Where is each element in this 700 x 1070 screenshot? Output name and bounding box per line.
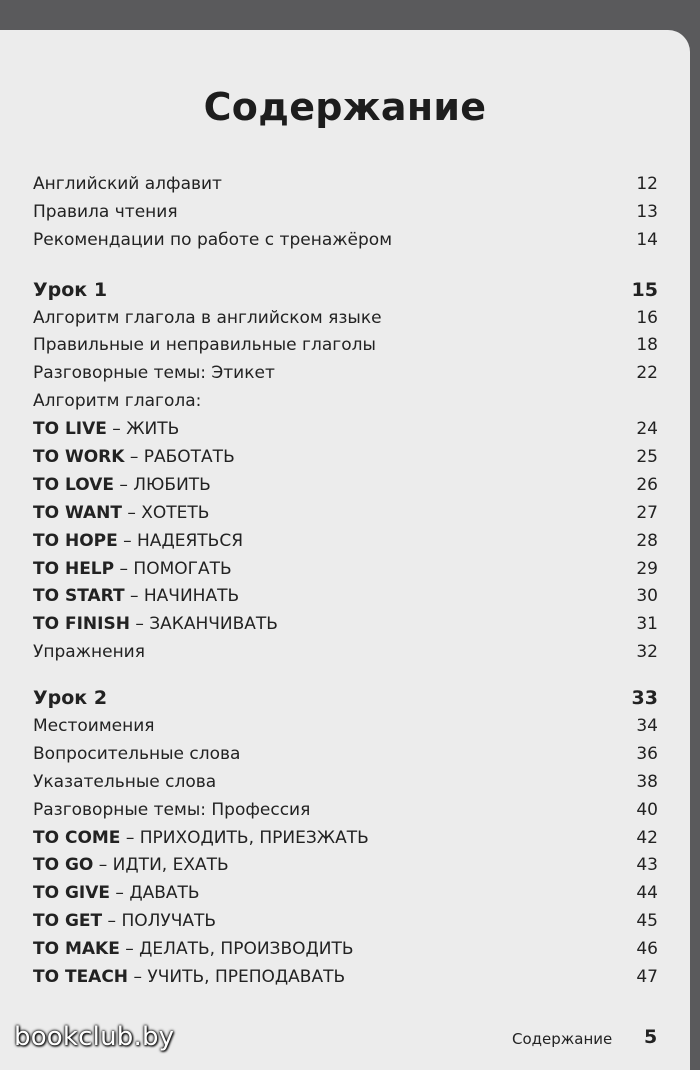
verb-meaning: – ПОМОГАТЬ <box>114 558 232 579</box>
toc-entry-page: 31 <box>636 614 658 635</box>
toc-entry-page: 14 <box>636 229 658 250</box>
toc-entry-label: Английский алфавит <box>33 174 222 194</box>
toc-entry <box>33 198 658 226</box>
toc-entry <box>33 796 658 824</box>
verb-name: TO LIVE <box>33 419 107 440</box>
verb-entry <box>33 963 658 991</box>
verb-entry <box>33 907 658 935</box>
verb-entry <box>33 935 658 963</box>
toc-entry-page: 34 <box>636 716 658 737</box>
toc-entry-label: Местоимения <box>33 716 155 737</box>
watermark-logo: bookclub.by <box>14 1022 175 1052</box>
toc-entry-page: 43 <box>636 855 658 876</box>
toc-entry-page: 29 <box>636 558 658 579</box>
toc-entry-label: Разговорные темы: Профессия <box>33 799 311 820</box>
verb-meaning: – ДЕЛАТЬ, ПРОИЗВОДИТЬ <box>119 939 354 960</box>
verb-meaning: – ЛЮБИТЬ <box>113 474 211 495</box>
toc-entry-page: 22 <box>636 363 658 384</box>
verb-meaning: – УЧИТЬ, ПРЕПОДАВАТЬ <box>128 967 346 988</box>
verb-name: TO HOPE <box>33 530 118 551</box>
toc-entry-label: Указательные слова <box>33 771 217 792</box>
toc-entry-page: 18 <box>636 335 658 356</box>
toc-entry-page: 27 <box>636 502 658 523</box>
lesson-1-heading <box>33 276 658 304</box>
toc-entry <box>33 359 658 387</box>
verb-name: TO MAKE <box>33 939 120 960</box>
lesson-page: 33 <box>631 687 658 710</box>
verb-entry <box>33 555 658 583</box>
lesson-2-heading <box>33 684 658 712</box>
toc-entry <box>33 768 658 796</box>
toc-entry-page: 42 <box>636 827 658 848</box>
verb-entry <box>33 851 658 879</box>
toc-entry-page: 44 <box>636 883 658 904</box>
verb-name: TO TEACH <box>33 967 129 988</box>
verb-entry <box>33 415 658 443</box>
toc-entry <box>33 712 658 740</box>
toc-entry-page: 24 <box>636 419 658 440</box>
toc-entry-label: Алгоритм глагола: <box>33 391 202 412</box>
verb-entry <box>33 499 658 527</box>
toc-entry-page: 28 <box>636 530 658 551</box>
verb-name: TO WANT <box>33 502 122 523</box>
toc-entry-page: 36 <box>636 743 658 764</box>
verb-name: TO WORK <box>33 447 125 468</box>
lesson-title: Урок 1 <box>33 278 108 301</box>
toc-entry-page: 32 <box>636 642 658 663</box>
page-number: 5 <box>644 1026 658 1048</box>
verb-entry <box>33 879 658 907</box>
toc-entry-page: 25 <box>636 447 658 468</box>
verb-entry <box>33 824 658 852</box>
toc-entry <box>33 170 658 198</box>
verb-name: TO GO <box>33 855 94 876</box>
toc-entry <box>33 331 658 359</box>
verb-meaning: – ПРИХОДИТЬ, ПРИЕЗЖАТЬ <box>120 827 369 848</box>
table-of-contents <box>33 170 658 991</box>
toc-entry-page: 12 <box>636 174 658 194</box>
toc-entry <box>33 740 658 768</box>
verb-meaning: – ДАВАТЬ <box>110 883 200 904</box>
verb-name: TO GET <box>33 911 103 932</box>
verb-meaning: – ЖИТЬ <box>106 419 180 440</box>
toc-entry <box>33 304 658 332</box>
toc-entry-label: Разговорные темы: Этикет <box>33 363 275 384</box>
page-title: Содержание <box>203 85 487 129</box>
toc-entry <box>33 387 658 415</box>
verb-meaning: – ПОЛУЧАТЬ <box>102 911 217 932</box>
toc-entry-label: Рекомендации по работе с тренажёром <box>33 229 393 250</box>
verb-meaning: – ИДТИ, ЕХАТЬ <box>93 855 229 876</box>
toc-entry-page: 16 <box>636 307 658 328</box>
running-footer-section: Содержание <box>512 1030 613 1048</box>
toc-entry-page: 47 <box>636 967 658 988</box>
book-page <box>0 30 690 1070</box>
toc-entry <box>33 226 658 254</box>
toc-entry-label: Правила чтения <box>33 201 178 222</box>
toc-entry-label: Алгоритм глагола в английском языке <box>33 307 382 328</box>
lesson-page: 15 <box>631 278 658 301</box>
toc-entry-page: 13 <box>636 201 658 222</box>
verb-name: TO LOVE <box>33 474 114 495</box>
toc-entry-page: 40 <box>636 799 658 820</box>
toc-entry-page: 46 <box>636 939 658 960</box>
verb-name: TO GIVE <box>33 883 111 904</box>
verb-name: TO HELP <box>33 558 115 579</box>
verb-meaning: – НАДЕЯТЬСЯ <box>117 530 244 551</box>
verb-meaning: – ЗАКАНЧИВАТЬ <box>129 614 278 635</box>
verb-meaning: – НАЧИНАТЬ <box>124 586 240 607</box>
verb-name: TO START <box>33 586 125 607</box>
verb-entry <box>33 443 658 471</box>
verb-meaning: – ХОТЕТЬ <box>121 502 210 523</box>
verb-entry <box>33 610 658 638</box>
verb-meaning: – РАБОТАТЬ <box>124 447 235 468</box>
verb-name: TO COME <box>33 827 121 848</box>
toc-entry-page: 26 <box>636 474 658 495</box>
toc-entry-label: Упражнения <box>33 642 145 663</box>
toc-entry <box>33 638 658 666</box>
toc-entry-page: 45 <box>636 911 658 932</box>
verb-name: TO FINISH <box>33 614 130 635</box>
verb-entry <box>33 527 658 555</box>
toc-entry-label: Правильные и неправильные глаголы <box>33 335 376 356</box>
toc-entry-page: 30 <box>636 586 658 607</box>
toc-entry-label: Вопросительные слова <box>33 743 241 764</box>
verb-entry <box>33 582 658 610</box>
lesson-title: Урок 2 <box>33 687 108 710</box>
verb-entry <box>33 471 658 499</box>
toc-entry-page: 38 <box>636 771 658 792</box>
